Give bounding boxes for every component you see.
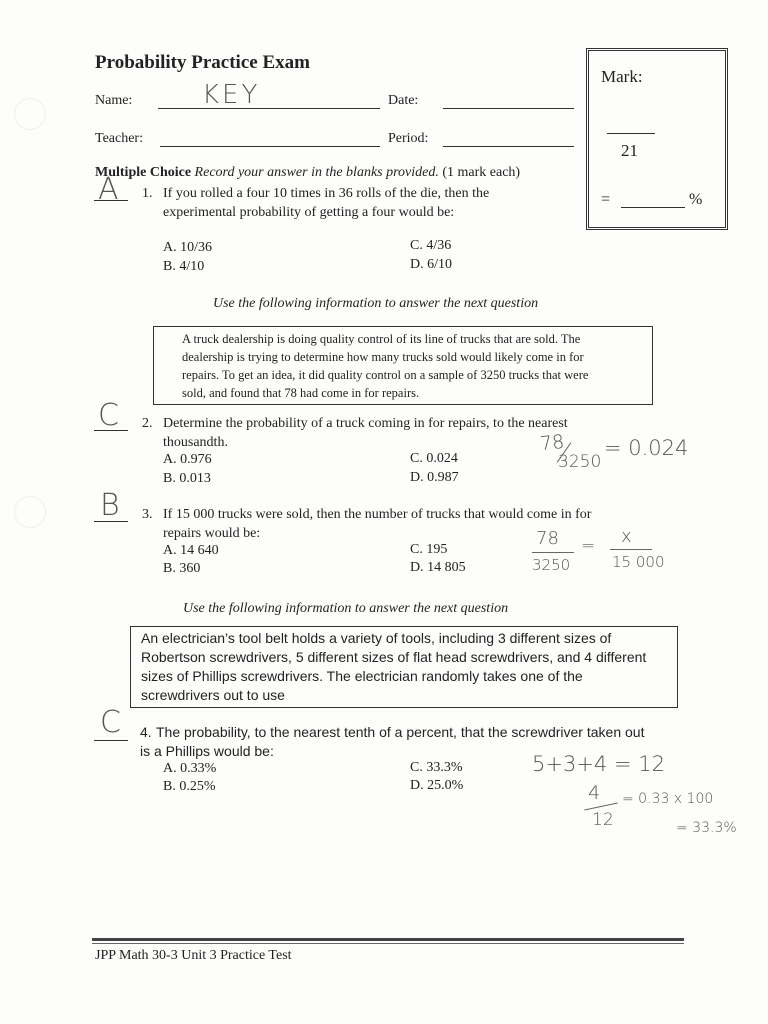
q4-work-sum: 5+3+4 = 12 (532, 752, 665, 776)
question-1-text-line1: If you rolled a four 10 times in 36 rolls of the die, then the (163, 186, 490, 201)
name-handwritten: KEY (202, 80, 261, 110)
question-4-number: 4. (140, 724, 152, 740)
q3-work-fraction-bar-2 (610, 549, 652, 550)
q4-work-multiply: = 0.33 x 100 (622, 791, 714, 807)
q4-work-result: = 33.3% (676, 820, 737, 836)
question-3-option-b[interactable]: B. 360 (163, 561, 201, 576)
info-intro-1: Use the following information to answer the next question (213, 296, 539, 311)
info-electrician-line4: screwdrivers out to use (141, 687, 285, 703)
question-3-option-a[interactable]: A. 14 640 (163, 543, 219, 558)
info-electrician-line3: sizes of Phillips screwdrivers. The electrician randomly takes one of the (141, 668, 583, 684)
section-title: Multiple Choice (95, 165, 192, 180)
answer-3: B (100, 488, 120, 523)
question-1-option-a[interactable]: A. 10/36 (163, 240, 212, 255)
question-3-text-line2: repairs would be: (163, 526, 261, 541)
info-box-electrician (130, 626, 678, 708)
section-instruction: Record your answer in the blanks provided. (194, 165, 439, 180)
name-label: Name: (95, 93, 133, 108)
question-4-text-line2: is a Phillips would be: (140, 743, 274, 759)
question-4-option-b[interactable]: B. 0.25% (163, 779, 216, 794)
info-truck-line4: sold, and found that 78 had come in for repairs. (182, 386, 420, 400)
info-electrician-line2: Robertson screwdrivers, 5 different sizes of flat head screwdrivers, and 4 different (141, 649, 647, 665)
question-1-number: 1. (142, 186, 153, 201)
answer-4: C (100, 705, 121, 740)
answer-blank-4[interactable] (94, 740, 128, 741)
name-field[interactable] (158, 92, 380, 109)
question-2-number: 2. (142, 416, 153, 431)
question-2-option-d[interactable]: D. 0.987 (410, 470, 459, 485)
question-3-number: 3. (142, 507, 153, 522)
punch-hole-shadow-top (14, 98, 46, 130)
teacher-field[interactable] (160, 130, 380, 147)
q4-work-numerator: 4 (588, 782, 601, 804)
question-1-option-d[interactable]: D. 6/10 (410, 257, 452, 272)
period-field[interactable] (443, 130, 574, 147)
question-3-text-line1: If 15 000 trucks were sold, then the number of trucks that would come in for (163, 507, 592, 522)
answer-2: C (98, 398, 119, 433)
q3-work-x: x (621, 526, 632, 547)
footer-rule-thin (92, 943, 684, 944)
q2-work-numerator: 78 (538, 430, 566, 456)
mark-label: Mark: (601, 67, 643, 86)
date-field[interactable] (443, 92, 574, 109)
punch-hole-shadow-middle (14, 496, 46, 528)
period-label: Period: (388, 131, 429, 146)
info-intro-2: Use the following information to answer the next question (183, 601, 509, 616)
footer-rule-thick (92, 938, 684, 941)
teacher-label: Teacher: (95, 131, 143, 146)
question-2-option-b[interactable]: B. 0.013 (163, 471, 211, 486)
mark-score-line (607, 133, 655, 134)
q2-work-denominator: 3250 (558, 452, 602, 472)
q3-work-total: 15 000 (612, 553, 665, 571)
footer-text: JPP Math 30-3 Unit 3 Practice Test (95, 948, 292, 963)
question-2-option-c[interactable]: C. 0.024 (410, 451, 458, 466)
q3-work-denominator: 3250 (532, 556, 571, 574)
answer-1: A (98, 172, 119, 207)
question-1-option-b[interactable]: B. 4/10 (163, 259, 205, 274)
q2-work-result: = 0.024 (604, 436, 689, 460)
question-2-text-line2: thousandth. (163, 435, 228, 450)
page-title: Probability Practice Exam (95, 52, 310, 73)
question-2-option-a[interactable]: A. 0.976 (163, 452, 212, 467)
question-3-option-c[interactable]: C. 195 (410, 542, 448, 557)
q3-work-numerator: 78 (536, 528, 559, 549)
question-3-option-d[interactable]: D. 14 805 (410, 560, 466, 575)
question-2-text-line1: Determine the probability of a truck coming in for repairs, to the nearest (163, 416, 568, 431)
info-truck-line3: repairs. To get an idea, it did quality control on a sample of 3250 trucks that were (182, 368, 589, 382)
q3-work-fraction-bar-1 (532, 552, 574, 553)
question-4-option-c[interactable]: C. 33.3% (410, 760, 463, 775)
question-4-text-line1: The probability, to the nearest tenth of a percent, that the screwdriver taken out (156, 724, 645, 740)
mark-total: 21 (621, 141, 638, 160)
info-box-truck (153, 326, 653, 405)
mark-box (586, 48, 728, 230)
info-truck-line2: dealership is trying to determine how many trucks sold would likely come in for (182, 350, 584, 364)
mark-percent: % (689, 191, 703, 208)
q3-work-equals: = (581, 536, 596, 556)
mark-percent-line[interactable] (621, 207, 685, 208)
question-4-option-a[interactable]: A. 0.33% (163, 761, 217, 776)
info-truck-line1: A truck dealership is doing quality control of its line of trucks that are sold. The (182, 332, 581, 346)
question-1-option-c[interactable]: C. 4/36 (410, 238, 452, 253)
date-label: Date: (388, 93, 419, 108)
info-electrician-line1: An electrician’s tool belt holds a variety of tools, including 3 different sizes of (141, 630, 612, 646)
question-1-text-line2: experimental probability of getting a four would be: (163, 205, 455, 220)
section-marks: (1 mark each) (442, 165, 521, 180)
mark-equals: = (601, 191, 611, 208)
section-heading (95, 165, 520, 181)
question-4-option-d[interactable]: D. 25.0% (410, 778, 464, 793)
q4-work-denominator: 12 (592, 810, 614, 830)
